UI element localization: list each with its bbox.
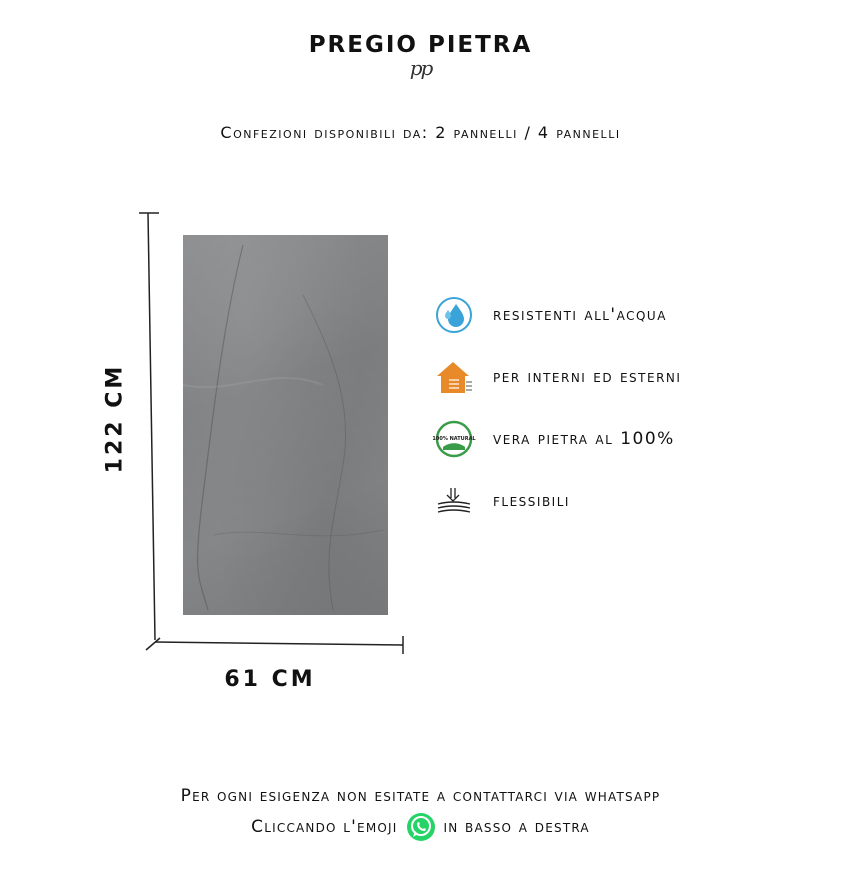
feature-label: resistenti all'acqua [493, 305, 667, 325]
feature-label: flessibili [493, 491, 570, 511]
footer-text-before: Cliccando l'emoji [251, 817, 398, 837]
stone-texture [183, 235, 388, 615]
footer-text-after: in basso a destra [443, 817, 590, 837]
feature-label: vera pietra al 100% [493, 429, 675, 449]
water-drop-icon [434, 295, 474, 335]
house-icon [434, 357, 474, 397]
footer-instruction-line [0, 812, 841, 842]
feature-item-water [434, 284, 834, 346]
feature-item-flexible [434, 470, 834, 532]
badge-text: 100% NATURAL [432, 436, 476, 442]
width-label: 61 CM [224, 667, 316, 692]
natural-stone-badge-icon [434, 419, 474, 459]
stone-panel-image [183, 235, 388, 615]
brand-monogram: pp [409, 56, 432, 80]
footer-contact-line: Per ogni esigenza non esitate a contattarci via whatsapp [180, 786, 661, 806]
height-label: 122 CM [102, 363, 128, 474]
brand-title: PREGIO PIETRA [308, 32, 533, 58]
feature-item-natural-stone [434, 408, 834, 470]
feature-list [434, 284, 834, 532]
feature-item-indoor-outdoor [434, 346, 834, 408]
package-subtitle: Confezioni disponibili da: 2 pannelli / 4 pannelli [220, 123, 621, 142]
flexible-layers-icon [434, 481, 474, 521]
whatsapp-icon[interactable] [406, 812, 436, 842]
feature-label: per interni ed esterni [493, 367, 682, 387]
